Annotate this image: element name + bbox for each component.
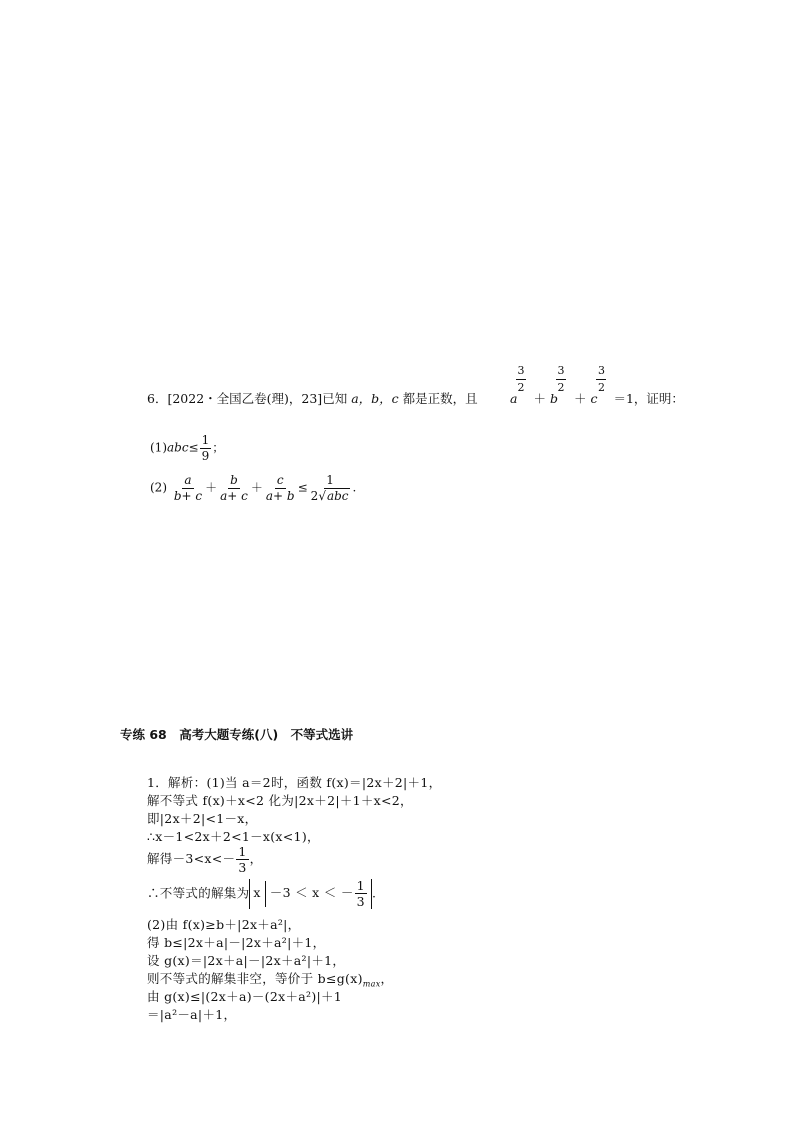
frac-num: 1 xyxy=(201,433,210,447)
line-10-text: 则不等式的解集非空，等价于 b≤g(x) xyxy=(147,971,363,986)
fraction-one-third xyxy=(355,879,367,908)
frac-num: a xyxy=(184,473,192,487)
fraction-c-over-ab xyxy=(264,474,297,502)
solution-set xyxy=(249,879,372,909)
frac-den: a+ c xyxy=(220,488,248,503)
exp-num: 3 xyxy=(557,364,565,377)
exp-den: 2 xyxy=(517,381,525,394)
fraction-b-over-ac xyxy=(218,474,250,502)
part-1-label: (1) xyxy=(150,440,167,455)
solution-line-7: (2)由 f(x)≥b＋|2x＋a²|， xyxy=(147,917,301,932)
frac-num: 1 xyxy=(238,844,247,859)
part-1 xyxy=(150,434,224,462)
condition-equals: ＝1，证明： xyxy=(613,391,684,406)
line-5-end: ， xyxy=(249,851,263,867)
frac-den: a+ b xyxy=(265,488,295,503)
den-coef: 2 xyxy=(310,488,319,503)
frac-den: 9 xyxy=(201,448,210,463)
problem-6 xyxy=(147,393,478,406)
solution-line-5 xyxy=(147,845,262,874)
power-c xyxy=(590,364,605,406)
line-6-text: ∴不等式的解集为 xyxy=(147,885,250,901)
exponent-fraction xyxy=(556,365,566,393)
problem-number: 6． xyxy=(147,391,168,406)
part-1-lhs: abc≤ xyxy=(167,440,199,455)
fraction-rhs xyxy=(309,474,352,502)
exp-den: 2 xyxy=(597,381,605,394)
problem-stem-2: 都是正数，且 xyxy=(402,391,478,406)
solution-line-3: 即|2x＋2|<1－x， xyxy=(147,811,258,826)
problem-source: [2022・全国乙卷(理)，23] xyxy=(167,391,323,406)
part-2: (2) $\frac{a}{b+ c}$ ＋ $\frac{b}{a+ c}$ ＋ $\frac{c}{a+ b}$ ≤ $\frac{1}{\text{2√abc}}$ . xyxy=(150,473,357,503)
set-var: x xyxy=(253,885,261,901)
section-title: 专练 68 高考大题专练(八) 不等式选讲 xyxy=(120,727,354,742)
problem-vars: a，b，c xyxy=(351,391,399,406)
solution-line-6 xyxy=(147,879,376,909)
line-5-text: 解得－3<x<－ xyxy=(147,851,236,867)
exp-num: 3 xyxy=(597,364,605,377)
line-10-end: ， xyxy=(380,971,394,986)
solution-line-9: 设 g(x)＝|2x＋a|－|2x＋a²|＋1， xyxy=(147,953,346,968)
frac-num: c xyxy=(276,473,284,487)
frac-den: 3 xyxy=(238,860,247,876)
max-subscript: max xyxy=(362,979,381,989)
frac-den: 3 xyxy=(356,894,365,910)
line-6-end: . xyxy=(371,885,377,901)
part-2-label: (2) xyxy=(150,480,167,495)
var-a: a xyxy=(510,391,518,406)
solution-line-8: 得 b≤|2x＋a|－|2x＋a²|＋1， xyxy=(147,935,326,950)
exp-num: 3 xyxy=(517,364,525,377)
problem-stem: 已知 xyxy=(322,391,348,406)
part-1-end: ； xyxy=(212,440,225,455)
exp-den: 2 xyxy=(557,381,565,394)
frac-den: b+ c xyxy=(173,488,203,503)
solution-line-11: 由 g(x)≤|(2x＋a)－(2x＋a²)|＋1 xyxy=(147,989,343,1004)
power-a xyxy=(510,364,525,406)
solution-line-4: ∴x－1<2x＋2<1－x(x<1)， xyxy=(147,829,320,844)
part-2-end: . xyxy=(352,480,357,495)
condition-expression: a 3 2 ＋ b 3 2 ＋ c 3 2 ＝1，证明： xyxy=(510,364,684,406)
var-b: b xyxy=(549,391,558,406)
set-condition: －3 ＜ x ＜ － xyxy=(269,885,354,901)
solution-line-1: 1．解析：(1)当 a＝2时，函数 f(x)＝|2x＋2|＋1， xyxy=(147,775,442,790)
power-b xyxy=(549,364,565,406)
exponent-fraction xyxy=(596,365,606,393)
frac-num: 1 xyxy=(356,878,365,893)
exponent-fraction xyxy=(516,365,526,393)
fraction-one-ninth xyxy=(200,434,212,462)
frac-num: b xyxy=(230,473,238,487)
fraction-one-third xyxy=(236,845,248,874)
solution-line-10 xyxy=(147,969,393,989)
radicand: abc xyxy=(326,488,349,503)
var-c: c xyxy=(590,391,598,406)
frac-den: 2√abc xyxy=(310,488,349,503)
solution-line-2: 解不等式 f(x)＋x<2 化为|2x＋2|＋1＋x<2， xyxy=(147,793,413,808)
frac-num: 1 xyxy=(326,473,334,487)
solution-line-12: ＝|a²－a|＋1， xyxy=(147,1007,237,1022)
fraction-a-over-bc xyxy=(172,474,204,502)
